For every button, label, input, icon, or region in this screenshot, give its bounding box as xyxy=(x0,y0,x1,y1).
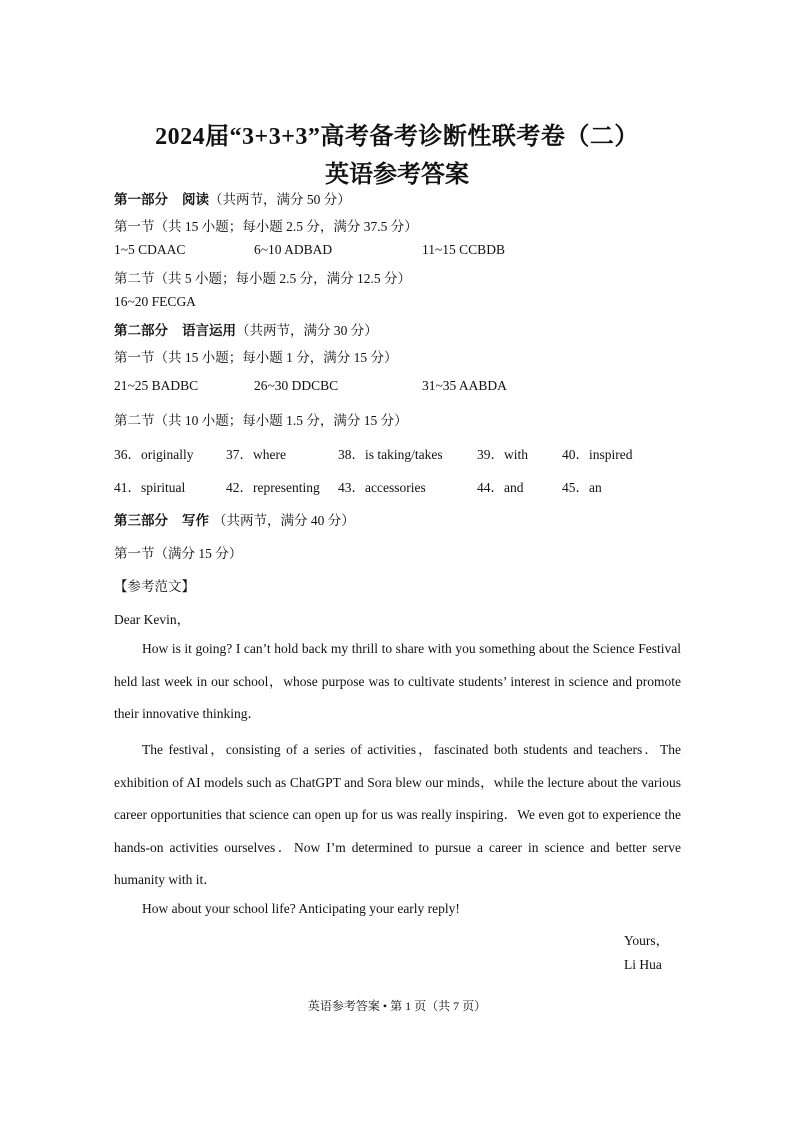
part2-section1: 第一节（共 15 小题；每小题 1 分，满分 15 分） xyxy=(114,350,398,365)
part1-section2: 第二节（共 5 小题；每小题 2.5 分，满分 12.5 分） xyxy=(114,271,411,286)
part2-heading: 第二部分 xyxy=(114,323,168,338)
fill-answer: 37．where xyxy=(226,447,286,462)
part1-heading: 第一部分 xyxy=(114,192,168,207)
part1-answers-11-15: 11~15 CCBDB xyxy=(422,242,505,257)
letter-paragraph-2: The festival，consisting of a series of activities，fascinated both students and teachers．The exhibition of AI models such as ChatGPT and Sora blew our minds，while the lecture about the various career opportunities that science can open up for us was really inspiring．We even got to experience the hands-on activities ourselves．Now I’m determined to pursue a career in science and better serve humanity with it． xyxy=(114,742,681,887)
part3-section1: 第一节（满分 15 分） xyxy=(114,546,243,561)
fill-answer: 39．with xyxy=(477,447,529,462)
fill-answer: 45．an xyxy=(562,480,602,495)
page-footer: 英语参考答案 • 第 1 页（共 7 页） xyxy=(307,999,487,1013)
fill-answer: 44．and xyxy=(477,480,524,495)
part2-answers-31-35: 31~35 AABDA xyxy=(422,378,507,393)
part1-section1: 第一节（共 15 小题；每小题 2.5 分，满分 37.5 分） xyxy=(114,219,418,234)
letter-closing: Yours， xyxy=(624,933,670,948)
part2-answers-21-25: 21~25 BADBC xyxy=(114,378,199,393)
letter-paragraph-1: How is it going? I can’t hold back my thrill to share with you something about the Science Festival held last week in our school，whose purpose was to cultivate students’ interest in science and promote their innovative thinking． xyxy=(114,641,681,721)
part1-answers-1-5: 1~5 CDAAC xyxy=(114,242,186,257)
part3-info: （共两节，满分 40 分） xyxy=(213,513,355,528)
fill-answer: 41．spiritual xyxy=(114,480,186,495)
part3-name: 写作 xyxy=(182,513,209,528)
fill-answer: 42．representing xyxy=(226,480,320,495)
part2-answers-26-30: 26~30 DDCBC xyxy=(254,378,339,393)
part1-heading-line xyxy=(114,188,351,208)
fill-answer: 38．is taking/takes xyxy=(338,447,443,462)
part3-heading-line xyxy=(114,509,355,529)
fill-answer: 43．accessories xyxy=(338,480,426,495)
letter-paragraph-3: How about your school life? Anticipating your early reply! xyxy=(142,901,460,916)
part3-heading: 第三部分 xyxy=(114,513,168,528)
part2-info: （共两节，满分 30 分） xyxy=(236,323,378,338)
letter-greeting: Dear Kevin， xyxy=(114,612,191,627)
fill-answer: 40．inspired xyxy=(562,447,633,462)
sample-essay-label: 【参考范文】 xyxy=(114,579,195,594)
part2-section2: 第二节（共 10 小题；每小题 1.5 分，满分 15 分） xyxy=(114,413,408,428)
answer-subtitle: 英语参考答案 xyxy=(325,162,469,188)
part1-name: 阅读 xyxy=(182,192,209,207)
part1-info: （共两节，满分 50 分） xyxy=(209,192,351,207)
part1-answers-6-10: 6~10 ADBAD xyxy=(254,242,333,257)
part2-name: 语言运用 xyxy=(182,323,236,338)
fill-answer: 36．originally xyxy=(114,447,194,462)
exam-title: 2024届“3+3+3”高考备考诊断性联考卷（二） xyxy=(155,124,639,150)
part1-answers-16-20: 16~20 FECGA xyxy=(114,294,196,309)
letter-signature: Li Hua xyxy=(624,957,662,972)
part2-heading-line xyxy=(114,319,378,339)
